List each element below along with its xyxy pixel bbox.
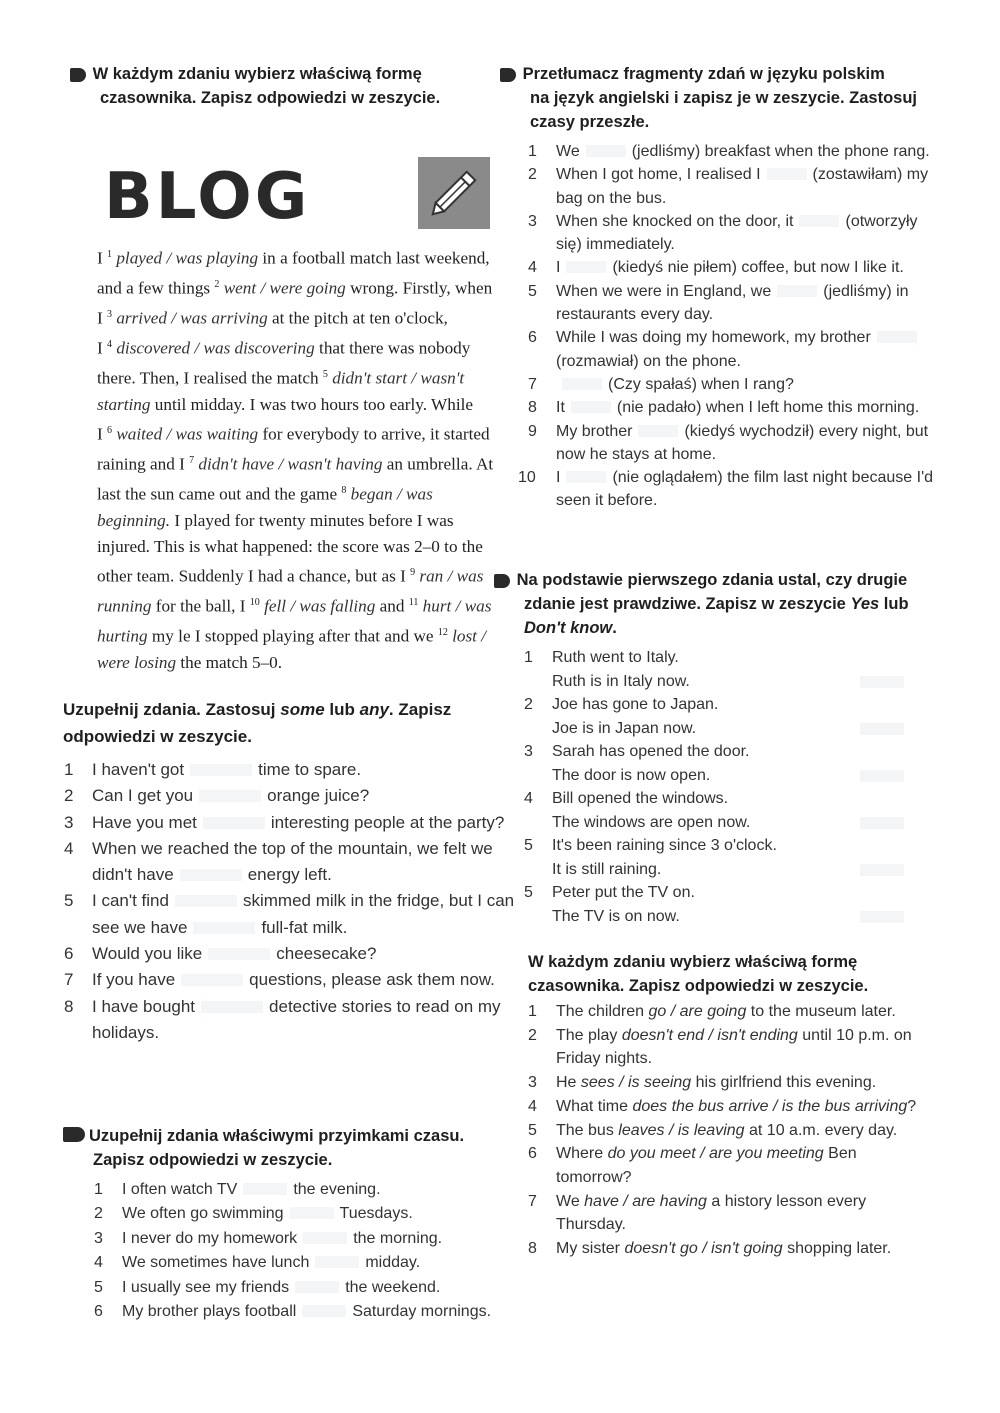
option-1: played / was playing xyxy=(116,248,259,268)
answer-gap[interactable] xyxy=(193,922,255,934)
ex5-instruction: 5 Na podstawie pierwszego zdania ustal, czy drugie zdanie jest prawdziwe. Zapisz w zeszycie Yes lub Don't know. xyxy=(483,571,909,637)
list-item: 5 I can't find skimmed milk in the fridge, but I can see we have full-fat milk. xyxy=(64,891,515,937)
answer-gap[interactable] xyxy=(638,425,678,437)
list-item: 5 I usually see my friends the weekend. xyxy=(94,1278,441,1296)
list-item: 7 (Czy spałaś) when I rang? xyxy=(528,375,794,393)
option-7: didn't have / wasn't having xyxy=(198,454,383,474)
list-item: 3 He sees / is seeing his girlfriend this evening. xyxy=(528,1074,877,1092)
present-list xyxy=(528,1000,933,1261)
list-item: 7 If you have questions, please ask them now. xyxy=(64,970,495,990)
option-pair: sees / is seeing xyxy=(580,1074,692,1092)
option-pair: doesn't end / isn't ending xyxy=(621,1026,798,1044)
answer-gap[interactable] xyxy=(175,895,237,907)
answer-gap[interactable] xyxy=(586,145,626,157)
list-item: 6 While I was doing my homework, my brother(rozmawiał) on the phone. xyxy=(528,326,943,373)
list-item: 2 Joe has gone to Japan. Joe is in Japan now. xyxy=(524,693,904,740)
list-item: 2 The play doesn't end / isn't ending until 10 p.m. on Friday nights. xyxy=(528,1026,912,1068)
answer-gap[interactable] xyxy=(201,1001,263,1013)
option-pair: does the bus arrive / is the bus arriving xyxy=(632,1097,908,1115)
list-item: 1 Ruth went to Italy. Ruth is in Italy now. xyxy=(524,646,904,693)
answer-gap[interactable] xyxy=(777,285,817,297)
exercise-badge xyxy=(63,1127,85,1142)
list-item: 1 I often watch TV the evening. xyxy=(94,1181,381,1198)
answer-gap[interactable] xyxy=(181,974,243,986)
ex5-list xyxy=(524,646,904,928)
answer-gap[interactable] xyxy=(860,864,904,876)
option-5: didn't start / wasn't starting xyxy=(97,368,465,414)
list-item: 2 We often go swimming Tuesdays. xyxy=(94,1205,413,1223)
list-item: 4 Bill opened the windows. The windows are open now. xyxy=(524,787,904,834)
option-8: began / was beginning. xyxy=(97,484,433,530)
answer-gap[interactable] xyxy=(799,215,839,227)
list-item: 7 We have / are having a history lesson every Thursday. xyxy=(528,1192,867,1234)
option-pair: doesn't go / isn't going xyxy=(624,1240,783,1258)
option-11: hurt / was hurting xyxy=(97,596,492,646)
option-pair: leaves / is leaving xyxy=(618,1121,745,1139)
some-any-list xyxy=(64,757,522,1046)
list-item: 4 When we reached the top of the mountain, we felt we didn't have energy left. xyxy=(64,838,493,885)
option-4: discovered / was discovering xyxy=(116,338,315,358)
ex6-badge: 6 xyxy=(500,68,516,82)
list-item: 5 It's been raining since 3 o'clock. It is still raining. xyxy=(524,834,904,881)
answer-gap[interactable] xyxy=(860,911,904,923)
option-pair: go / are going xyxy=(648,1003,747,1020)
list-item: 1 I haven't got time to spare. xyxy=(64,760,362,779)
ex1-badge: 1 xyxy=(70,68,86,82)
option-12: lost / were losing xyxy=(97,626,487,672)
ex1-instruction: 1 W każdym zdaniu wybierz właściwą formę czasownika. Zapisz odpowiedzi w zeszycie. xyxy=(59,65,441,107)
option-6: waited / was waiting xyxy=(116,424,259,444)
list-item: 4 I (kiedyś nie piłem) coffee, but now I like it. xyxy=(528,259,904,277)
answer-gap[interactable] xyxy=(566,471,606,483)
list-item: 8 My sister doesn't go / isn't going shopping later. xyxy=(528,1240,892,1258)
list-item: 8 I have bought detective stories to read on my holidays. xyxy=(64,996,501,1042)
list-item: 4 What time does the bus arrive / is the bus arriving? xyxy=(528,1097,917,1115)
list-item: 10 I (nie oglądałem) the film last night because I'd seen it before. xyxy=(518,469,934,510)
list-item: 2 When I got home, I realised I (zostawiłam) my bag on the bus. xyxy=(528,166,929,207)
answer-gap[interactable] xyxy=(767,168,807,180)
answer-gap[interactable] xyxy=(290,1207,334,1219)
list-item: 6 My brother plays football Saturday mornings. xyxy=(94,1303,492,1321)
list-item: 5 When we were in England, we (jedliśmy) in restaurants every day. xyxy=(528,282,909,324)
answer-gap[interactable] xyxy=(566,261,606,273)
blog-text: I $^1$ played / was playing in a football match last weekend, and a few things $^2$ went / were going wrong. Firstly, when I $^3$ arrived / was arriving at the pitch at ten o'clock, I $^4$ discovered / was discovering that there was nobody there. Then, I realised the match $^5$ didn't start / wasn't starting until midday. I was two hours too early. While I $^6$ waited / was waiting for everybody to arrive, it started raining and I $^7$ didn't have / wasn't having an umbrella. At last the sun came out and the game $^8$ began / was beginning. I played for twenty minutes before I was injured. This is what happened: the score was 2–0 to the other team. Suddenly I had a chance, but as I $^9$ ran / was running for the ball, I $^{10}$ fell / was falling and $^{11}$ hurt / was hurting my le I stopped playing after that and we $^{12}$ lost / were losing the match 5–0. xyxy=(97,248,494,672)
answer-gap[interactable] xyxy=(315,1256,359,1268)
answer-gap[interactable] xyxy=(571,401,611,413)
option-9: ran / was running xyxy=(97,566,484,616)
option-pair: do you meet / are you meeting xyxy=(607,1145,824,1163)
answer-gap[interactable] xyxy=(877,331,917,343)
list-item: 4 We sometimes have lunch midday. xyxy=(94,1254,421,1272)
answer-gap[interactable] xyxy=(860,817,904,829)
answer-gap[interactable] xyxy=(208,948,270,960)
answer-gap[interactable] xyxy=(860,676,904,688)
some-any-instruction: Uzupełnij zdania. Zastosuj some lub any. Zapisz odpowiedzi w zeszycie. xyxy=(63,700,452,746)
list-item: 3 When she knocked on the door, it (otworzyły się) immediately. xyxy=(528,212,918,254)
answer-gap[interactable] xyxy=(203,817,265,829)
list-item: 3 Sarah has opened the door. The door is now open. xyxy=(524,740,904,787)
list-item: 9 My brother (kiedyś wychodził) every night, but now he stays at home. xyxy=(528,422,929,463)
list-item: 3 Have you met interesting people at the party? xyxy=(64,812,505,832)
blog-title: BLOG xyxy=(104,160,311,234)
option-3: arrived / was arriving xyxy=(116,308,268,328)
answer-gap[interactable] xyxy=(303,1232,347,1244)
answer-gap[interactable] xyxy=(243,1183,287,1195)
list-item: 5 Peter put the TV on. The TV is on now. xyxy=(524,881,904,928)
answer-gap[interactable] xyxy=(190,764,252,776)
answer-gap[interactable] xyxy=(860,770,904,782)
answer-gap[interactable] xyxy=(302,1305,346,1317)
present-instruction: W każdym zdaniu wybierz właściwą formę czasownika. Zapisz odpowiedzi w zeszycie. xyxy=(528,953,869,995)
answer-gap[interactable] xyxy=(860,723,904,735)
list-item: 6 Would you like cheesecake? xyxy=(64,944,377,964)
prepositions-instruction: Uzupełnij zdania właściwymi przyimkami czasu. Zapisz odpowiedzi w zeszycie. xyxy=(63,1124,513,1172)
ex6-list xyxy=(518,140,943,513)
prepositions-list xyxy=(94,1178,494,1324)
pencil-icon xyxy=(418,157,490,229)
answer-gap[interactable] xyxy=(199,790,261,802)
list-item: 1 We (jedliśmy) breakfast when the phone rang. xyxy=(528,143,930,160)
answer-gap[interactable] xyxy=(295,1281,339,1293)
option-pair: have / are having xyxy=(584,1192,707,1210)
answer-gap[interactable] xyxy=(562,378,602,390)
list-item: 1 The children go / are going to the museum later. xyxy=(528,1003,896,1020)
option-10: fell / was falling xyxy=(264,596,376,616)
list-item: 8 It (nie padało) when I left home this morning. xyxy=(528,399,920,417)
list-item: 6 Where do you meet / are you meeting Ben tomorrow? xyxy=(528,1145,857,1186)
option-2: went / were going xyxy=(223,278,346,298)
ex6-instruction: 6 Przetłumacz fragmenty zdań w języku polskim na język angielski i zapisz je w zeszycie. Zastosuj czasy przeszłe. xyxy=(489,65,918,131)
list-item: 3 I never do my homework the morning. xyxy=(94,1229,443,1247)
ex5-badge: 5 xyxy=(494,574,510,588)
list-item: 2 Can I get you orange juice? xyxy=(64,786,370,806)
list-item: 5 The bus leaves / is leaving at 10 a.m. every day. xyxy=(528,1121,898,1139)
answer-gap[interactable] xyxy=(180,869,242,881)
